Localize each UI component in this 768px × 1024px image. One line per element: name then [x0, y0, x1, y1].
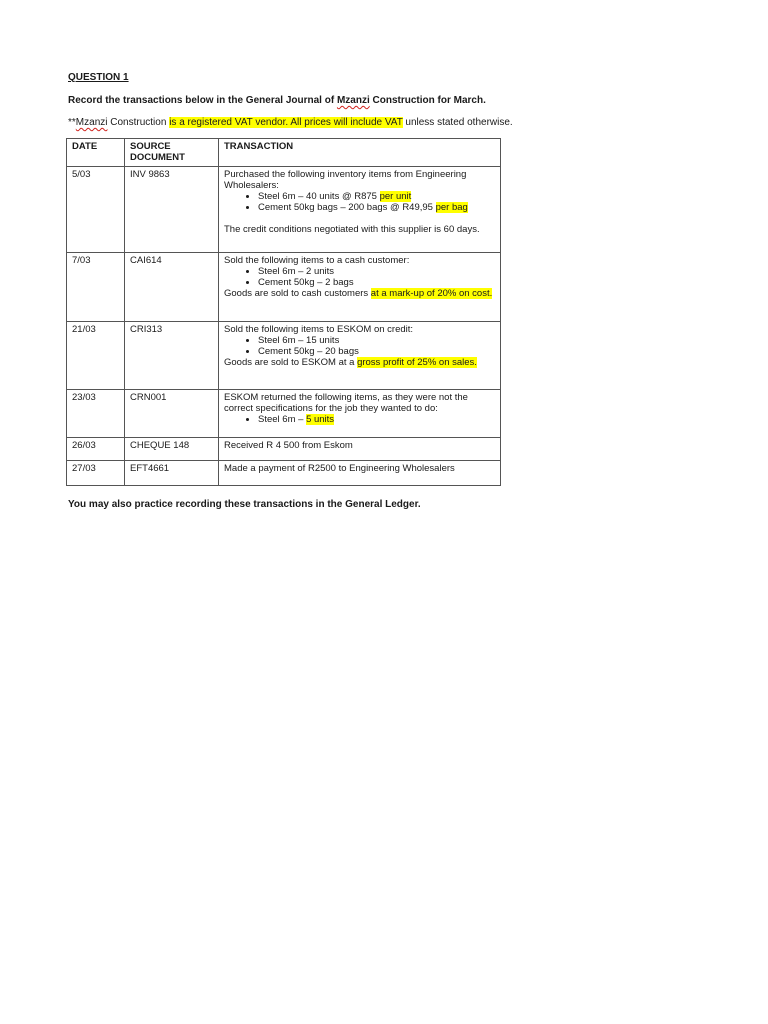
note-highlight: at a mark-up of 20% on cost.: [370, 288, 493, 299]
row-source-document: INV 9863: [125, 167, 219, 253]
company-name-misspelled: Mzanzi: [336, 95, 370, 106]
item-text: Cement 50kg – 2 bags: [258, 277, 354, 288]
note-highlight: is a registered VAT vendor. All prices will include VAT: [169, 117, 403, 128]
row-source-document: CRI313: [125, 322, 219, 390]
transaction-extra: The credit conditions negotiated with this supplier is 60 days.: [224, 224, 480, 235]
list-item: [258, 335, 495, 346]
note-text: Goods are sold to cash customers: [224, 288, 371, 299]
row-source-document: CHEQUE 148: [125, 438, 219, 461]
row-date: 5/03: [67, 167, 125, 253]
item-text: Steel 6m –: [258, 414, 307, 425]
row-transaction: [219, 390, 501, 438]
transaction-note: [224, 357, 495, 368]
item-text: Cement 50kg – 20 bags: [258, 346, 359, 357]
item-list: [224, 266, 495, 288]
table-row: [67, 461, 501, 486]
transaction-intro: Sold the following items to ESKOM on credit:: [224, 324, 414, 335]
row-transaction: Received R 4 500 from Eskom: [219, 438, 501, 461]
table-row: [67, 390, 501, 438]
item-highlight: per unit: [379, 191, 412, 202]
item-list: [224, 191, 495, 213]
note-suffix: unless stated otherwise.: [402, 117, 513, 128]
table-row: [67, 167, 501, 253]
header-transaction: TRANSACTION: [219, 139, 501, 167]
list-item: [258, 266, 495, 277]
row-source-document: CRN001: [125, 390, 219, 438]
row-transaction: [219, 167, 501, 253]
table-row: [67, 438, 501, 461]
row-date: 21/03: [67, 322, 125, 390]
header-source-document: SOURCE DOCUMENT: [125, 139, 219, 167]
table-header-row: [67, 139, 501, 167]
item-list: [224, 335, 495, 357]
item-text: Steel 6m – 2 units: [258, 266, 335, 277]
item-text: Steel 6m – 15 units: [258, 335, 340, 346]
note-text: Goods are sold to ESKOM at a: [224, 357, 358, 368]
row-transaction: [219, 322, 501, 390]
row-date: 23/03: [67, 390, 125, 438]
instruction-post: Construction for March: [369, 95, 484, 106]
item-text: Cement 50kg bags – 200 bags @ R49,95: [258, 202, 436, 213]
item-text: Steel 6m – 40 units @ R875: [258, 191, 380, 202]
item-list: [224, 414, 495, 425]
note-company-name: Mzanzi: [75, 117, 108, 128]
vat-note: [68, 117, 513, 128]
header-date: DATE: [67, 139, 125, 167]
instruction-text: [68, 95, 486, 106]
row-date: 7/03: [67, 253, 125, 322]
table-row: [67, 322, 501, 390]
question-title: QUESTION 1: [68, 72, 129, 83]
item-highlight: 5 units: [306, 414, 335, 425]
row-source-document: EFT4661: [125, 461, 219, 486]
transactions-table: [66, 138, 501, 486]
row-date: 27/03: [67, 461, 125, 486]
row-source-document: CAI614: [125, 253, 219, 322]
transaction-intro: Sold the following items to a cash customer:: [224, 255, 410, 266]
list-item: [258, 414, 495, 425]
list-item: [258, 191, 495, 202]
table-row: [67, 253, 501, 322]
transaction-intro: Purchased the following inventory items from Engineering Wholesalers:: [224, 169, 467, 191]
transaction-note: [224, 288, 495, 299]
note-highlight: gross profit of 25% on sales.: [357, 357, 477, 368]
note-prefix: **: [68, 117, 76, 128]
row-date: 26/03: [67, 438, 125, 461]
instruction-end: .: [483, 95, 486, 106]
footer-note: You may also practice recording these transactions in the General Ledger.: [68, 499, 421, 510]
instruction-pre: Record the transactions below in the General Journal of: [68, 95, 337, 106]
row-transaction: [219, 253, 501, 322]
item-highlight: per bag: [435, 202, 468, 213]
list-item: [258, 202, 495, 213]
list-item: [258, 277, 495, 288]
transaction-intro: ESKOM returned the following items, as they were not the correct specifications for the job they wanted to do:: [224, 392, 468, 414]
row-transaction: Made a payment of R2500 to Engineering Wholesalers: [219, 461, 501, 486]
list-item: [258, 346, 495, 357]
note-after-company: Construction: [107, 117, 170, 128]
